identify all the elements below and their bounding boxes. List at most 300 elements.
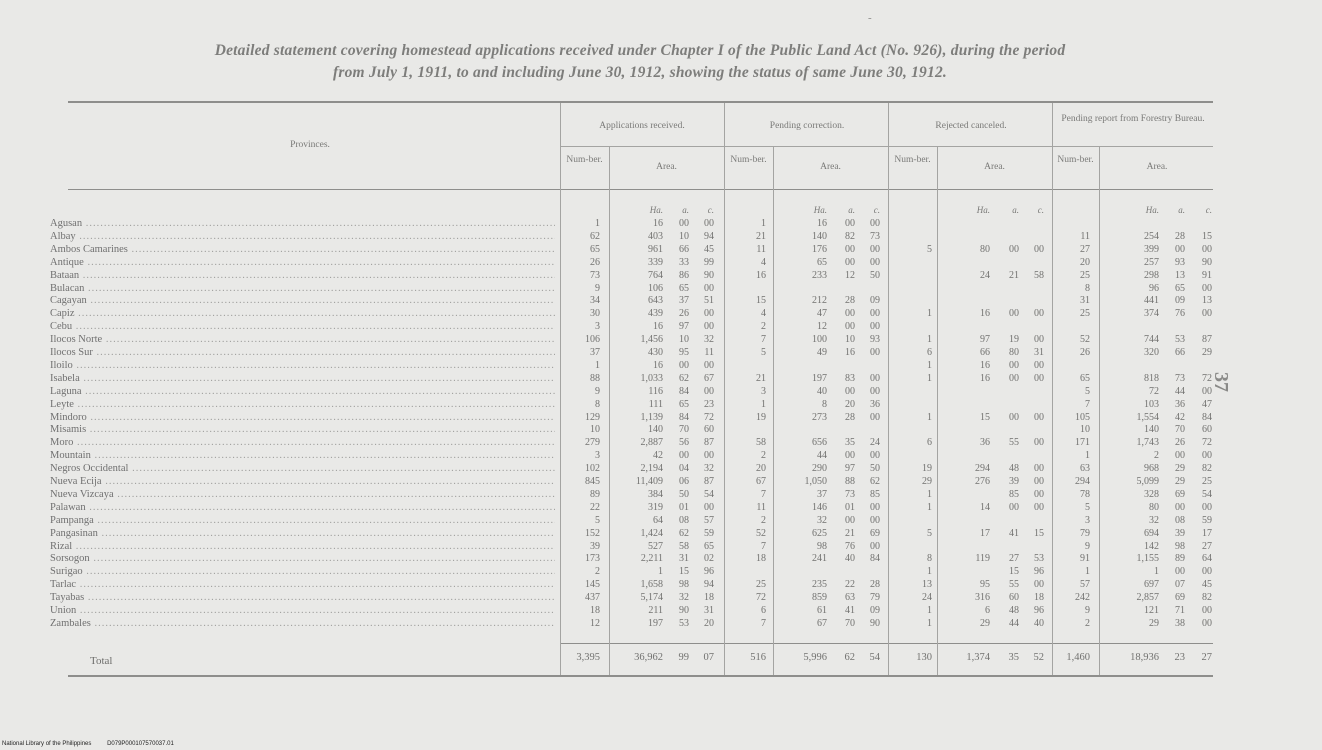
province-name: Albay ..... [50, 231, 555, 243]
table-cell: 00 [870, 385, 880, 397]
table-cell: 84 [1202, 411, 1212, 423]
table-cell: 968 [1144, 463, 1159, 475]
table-cell: 21 [1009, 269, 1019, 281]
table-cell: 16 [980, 359, 990, 371]
table-cell: 1 [927, 617, 932, 629]
column-divider [888, 103, 889, 675]
area-header: Area. [820, 162, 841, 172]
table-cell: 73 [845, 488, 855, 500]
table-cell: 100 [812, 334, 827, 346]
table-cell: 23 [704, 398, 714, 410]
table-cell: 67 [817, 617, 827, 629]
table-cell: 31 [704, 605, 714, 616]
footer-library: National Library of the Philippines [2, 741, 92, 747]
table-cell: 10 [845, 334, 855, 346]
table-cell: 50 [870, 463, 880, 475]
table-cell: 235 [812, 579, 827, 591]
table-cell: 56 [679, 437, 689, 449]
table-cell: 859 [812, 592, 827, 604]
province-name: Isabela ..... [50, 373, 555, 385]
table-cell: 16 [980, 308, 990, 320]
table-cell: 02 [704, 553, 714, 565]
total-cell: 130 [916, 652, 932, 663]
total-cell: 3,395 [576, 652, 600, 663]
table-cell: 29 [1202, 347, 1212, 358]
table-cell: 129 [585, 411, 600, 423]
table-cell: 441 [1144, 295, 1159, 307]
table-cell: 2 [761, 450, 766, 462]
province-name: Ambos Camarines ..... [50, 244, 555, 256]
table-cell: 328 [1144, 488, 1159, 500]
province-name: Cagayan ..... [50, 295, 555, 307]
table-cell: 5 [595, 514, 600, 526]
table-cell: 18 [590, 605, 600, 616]
table-cell: 233 [812, 269, 827, 281]
table-cell: 06 [679, 476, 689, 487]
table-cell: 176 [812, 243, 827, 255]
table-cell: 8 [595, 398, 600, 410]
total-cell: 1,460 [1066, 652, 1090, 663]
footer-code: D079P000107570037.01 [107, 741, 174, 747]
table-cell: 00 [1175, 566, 1185, 578]
table-cell: 00 [704, 218, 714, 229]
table-cell: 57 [1080, 579, 1090, 591]
table-cell: 106 [648, 282, 663, 294]
table-cell: 00 [1175, 450, 1185, 462]
table-cell: 00 [845, 256, 855, 268]
table-cell: 07 [1175, 579, 1185, 591]
table-cell: 2,857 [1136, 592, 1159, 604]
table-cell: 10 [679, 230, 689, 242]
table-cell: 1 [927, 566, 932, 578]
title-line-2: from July 1, 1911, to and including June 30, 1912, showing the status of same June 30, 1912. [333, 64, 947, 81]
table-cell: 00 [870, 243, 880, 255]
number-area-divider [937, 147, 938, 675]
group-header-applications: Applications received. [599, 121, 685, 131]
table-cell: 1 [927, 372, 932, 384]
unit-centiares: c. [707, 205, 714, 215]
table-cell: 29 [980, 617, 990, 629]
table-cell: 00 [1034, 463, 1044, 475]
table-cell: 73 [590, 269, 600, 281]
table-cell: 1 [1154, 566, 1159, 578]
unit-ares: a. [1012, 205, 1019, 215]
table-cell: 17 [980, 527, 990, 539]
province-name: Sorsogon ..... [50, 553, 555, 565]
table-cell: 27 [1202, 540, 1212, 552]
table-cell: 142 [1144, 540, 1159, 552]
table-cell: 276 [975, 476, 990, 487]
table-cell: 1 [1085, 566, 1090, 578]
table-cell: 62 [870, 476, 880, 487]
table-cell: 36 [870, 398, 880, 410]
table-cell: 37 [679, 295, 689, 307]
table-cell: 1 [595, 218, 600, 229]
table-cell: 27 [1009, 553, 1019, 565]
table-cell: 29 [1149, 617, 1159, 629]
table-cell: 439 [648, 308, 663, 320]
table-cell: 51 [704, 295, 714, 307]
unit-hectares: Ha. [1145, 205, 1159, 215]
table-cell: 3 [595, 321, 600, 333]
table-cell: 1 [927, 488, 932, 500]
table-cell: 00 [870, 450, 880, 462]
table-cell: 4 [761, 256, 766, 268]
total-top-rule [560, 643, 1213, 644]
table-cell: 30 [590, 308, 600, 320]
table-cell: 242 [1075, 592, 1090, 604]
total-cell: 23 [1174, 652, 1185, 663]
table-cell: 1,155 [1136, 553, 1159, 565]
total-cell: 36,962 [634, 652, 663, 663]
table-cell: 00 [1034, 372, 1044, 384]
table-cell: 80 [980, 243, 990, 255]
table-cell: 00 [679, 450, 689, 462]
table-cell: 96 [704, 566, 714, 578]
table-cell: 15 [980, 411, 990, 423]
table-cell: 25 [1202, 476, 1212, 487]
table-cell: 102 [585, 463, 600, 475]
province-name: Moro ..... [50, 437, 555, 449]
table-cell: 47 [817, 308, 827, 320]
table-cell: 44 [1009, 617, 1019, 629]
table-cell: 97 [980, 334, 990, 346]
total-cell: 54 [869, 652, 880, 663]
table-cell: 1,033 [640, 372, 663, 384]
table-cell: 00 [1009, 501, 1019, 513]
table-cell: 90 [679, 605, 689, 616]
table-cell: 93 [870, 334, 880, 346]
table-cell: 45 [704, 243, 714, 255]
province-name: Rizal ..... [50, 541, 555, 553]
table-cell: 00 [845, 243, 855, 255]
number-area-divider [773, 147, 774, 675]
table-cell: 212 [812, 295, 827, 307]
total-cell: 62 [844, 652, 855, 663]
table-cell: 00 [1202, 308, 1212, 320]
group-header-rejected: Rejected canceled. [935, 121, 1007, 131]
table-cell: 00 [1034, 359, 1044, 371]
table-cell: 69 [870, 527, 880, 539]
table-cell: 42 [653, 450, 663, 462]
table-cell: 53 [679, 617, 689, 629]
table-cell: 47 [1202, 398, 1212, 410]
title-line-1: Detailed statement covering homestead applications received under Chapter I of the Public Land Act (No. 926), during the period [214, 42, 1066, 59]
table-cell: 35 [845, 437, 855, 449]
table-cell: 13 [1202, 295, 1212, 307]
table-cell: 643 [648, 295, 663, 307]
total-cell: 27 [1201, 652, 1212, 663]
table-cell: 140 [648, 424, 663, 436]
table-cell: 86 [679, 269, 689, 281]
table-cell: 2,194 [640, 463, 663, 475]
table-cell: 96 [1034, 566, 1044, 578]
table-cell: 2,887 [640, 437, 663, 449]
table-cell: 53 [1175, 334, 1185, 346]
table-cell: 28 [870, 579, 880, 591]
page-title [30, 40, 1250, 84]
table-cell: 00 [1009, 359, 1019, 371]
province-name: Misamis ..... [50, 424, 555, 436]
table-cell: 84 [679, 385, 689, 397]
table-cell: 40 [817, 385, 827, 397]
table-cell: 5,174 [640, 592, 663, 604]
table-cell: 28 [845, 411, 855, 423]
table-cell: 241 [812, 553, 827, 565]
table-cell: 00 [704, 321, 714, 333]
table-cell: 01 [845, 501, 855, 513]
table-cell: 2,211 [640, 553, 663, 565]
table-cell: 1 [761, 398, 766, 410]
total-cell: 5,996 [803, 652, 827, 663]
table-cell: 00 [1034, 411, 1044, 423]
table-cell: 54 [704, 488, 714, 500]
table-cell: 00 [704, 359, 714, 371]
table-cell: 39 [1009, 476, 1019, 487]
table-cell: 5 [1085, 385, 1090, 397]
table-cell: 48 [1009, 605, 1019, 616]
table-cell: 91 [1202, 269, 1212, 281]
table-cell: 00 [1009, 372, 1019, 384]
table-cell: 00 [1202, 243, 1212, 255]
table-cell: 29 [922, 476, 932, 487]
table-cell: 44 [817, 450, 827, 462]
table-cell: 00 [1034, 476, 1044, 487]
table-cell: 1 [927, 334, 932, 346]
table-cell: 00 [704, 282, 714, 294]
province-name: Mountain ..... [50, 450, 555, 462]
table-cell: 73 [870, 230, 880, 242]
table-cell: 697 [1144, 579, 1159, 591]
table-cell: 84 [870, 553, 880, 565]
table-cell: 6 [985, 605, 990, 616]
table-cell: 1,424 [640, 527, 663, 539]
table-cell: 41 [1009, 527, 1019, 539]
table-cell: 79 [1080, 527, 1090, 539]
table-cell: 00 [1202, 450, 1212, 462]
table-cell: 15 [679, 566, 689, 578]
table-cell: 00 [1202, 282, 1212, 294]
table-cell: 00 [1034, 437, 1044, 449]
table-cell: 55 [1009, 437, 1019, 449]
table-cell: 63 [845, 592, 855, 604]
table-cell: 2 [761, 514, 766, 526]
table-cell: 37 [590, 347, 600, 358]
table-cell: 16 [756, 269, 766, 281]
table-cell: 5 [761, 347, 766, 358]
province-name: Ilocos Sur ..... [50, 347, 555, 359]
table-cell: 16 [653, 218, 663, 229]
table-cell: 25 [756, 579, 766, 591]
table-cell: 15 [1009, 566, 1019, 578]
table-cell: 6 [927, 347, 932, 358]
table-cell: 11 [704, 347, 714, 358]
table-cell: 70 [679, 424, 689, 436]
table-cell: 82 [1202, 592, 1212, 604]
table-cell: 69 [1175, 592, 1185, 604]
table-cell: 29 [1175, 463, 1185, 475]
table-cell: 17 [1202, 527, 1212, 539]
table-cell: 12 [817, 321, 827, 333]
table-cell: 25 [1080, 269, 1090, 281]
province-name: Leyte ..... [50, 399, 555, 411]
table-cell: 00 [870, 411, 880, 423]
table-cell: 60 [704, 424, 714, 436]
table-cell: 19 [922, 463, 932, 475]
table-cell: 13 [922, 579, 932, 591]
table-cell: 145 [585, 579, 600, 591]
table-cell: 79 [870, 592, 880, 604]
table-cell: 00 [704, 501, 714, 513]
number-header: Num-ber. [566, 155, 603, 165]
table-cell: 64 [1202, 553, 1212, 565]
table-cell: 197 [812, 372, 827, 384]
table-cell: 2 [1154, 450, 1159, 462]
table-cell: 33 [679, 256, 689, 268]
table-cell: 5,099 [1136, 476, 1159, 487]
table-cell: 65 [817, 256, 827, 268]
table-cell: 83 [845, 372, 855, 384]
table-cell: 00 [704, 308, 714, 320]
table-cell: 37 [817, 488, 827, 500]
table-cell: 78 [1080, 488, 1090, 500]
table-top-rule [68, 101, 1213, 103]
table-cell: 22 [845, 579, 855, 591]
table-cell: 10 [590, 424, 600, 436]
table-cell: 00 [1034, 579, 1044, 591]
table-cell: 00 [1034, 334, 1044, 346]
table-cell: 2 [1085, 617, 1090, 629]
table-cell: 26 [1080, 347, 1090, 358]
table-cell: 3 [761, 385, 766, 397]
province-name: Negros Occidental ..... [50, 463, 555, 475]
table-cell: 1 [927, 411, 932, 423]
table-cell: 290 [812, 463, 827, 475]
table-cell: 09 [870, 605, 880, 616]
table-cell: 00 [845, 321, 855, 333]
table-cell: 316 [975, 592, 990, 604]
table-cell: 28 [845, 295, 855, 307]
table-cell: 96 [1149, 282, 1159, 294]
total-label: Total ..... [90, 655, 555, 665]
province-name: Tayabas ..... [50, 592, 555, 604]
table-cell: 54 [1202, 488, 1212, 500]
total-cell: 52 [1033, 652, 1044, 663]
area-header: Area. [984, 162, 1005, 172]
table-cell: 00 [845, 385, 855, 397]
province-name: Agusan ..... [50, 218, 555, 230]
table-cell: 00 [870, 347, 880, 358]
total-cell: 35 [1008, 652, 1019, 663]
table-cell: 527 [648, 540, 663, 552]
table-cell: 85 [870, 488, 880, 500]
table-cell: 66 [980, 347, 990, 358]
group-header-rule [560, 146, 1213, 147]
table-cell: 00 [870, 256, 880, 268]
total-cell: 99 [678, 652, 689, 663]
table-cell: 60 [1202, 424, 1212, 436]
table-cell: 00 [870, 218, 880, 229]
table-cell: 1 [927, 308, 932, 320]
table-cell: 24 [922, 592, 932, 604]
table-cell: 71 [1175, 605, 1185, 616]
table-cell: 1 [927, 501, 932, 513]
table-cell: 152 [585, 527, 600, 539]
province-name: Cebu ..... [50, 321, 555, 333]
header-bottom-rule [68, 189, 1213, 190]
table-cell: 146 [812, 501, 827, 513]
table-cell: 50 [870, 269, 880, 281]
table-cell: 99 [704, 256, 714, 268]
table-cell: 40 [845, 553, 855, 565]
table-cell: 95 [980, 579, 990, 591]
table-cell: 65 [1175, 282, 1185, 294]
table-cell: 140 [1144, 424, 1159, 436]
table-cell: 279 [585, 437, 600, 449]
table-cell: 65 [679, 282, 689, 294]
table-cell: 72 [756, 592, 766, 604]
table-cell: 19 [756, 411, 766, 423]
table-cell: 60 [1009, 592, 1019, 604]
number-area-divider [609, 147, 610, 675]
table-cell: 430 [648, 347, 663, 358]
table-cell: 694 [1144, 527, 1159, 539]
table-cell: 85 [1009, 488, 1019, 500]
number-header: Num-ber. [1057, 155, 1094, 165]
table-cell: 00 [870, 372, 880, 384]
table-cell: 257 [1144, 256, 1159, 268]
table-cell: 625 [812, 527, 827, 539]
table-cell: 31 [1080, 295, 1090, 307]
table-cell: 08 [679, 514, 689, 526]
provinces-header: Provinces. [290, 140, 330, 150]
table-cell: 12 [845, 269, 855, 281]
province-name: Bataan ..... [50, 270, 555, 282]
table-cell: 11 [756, 243, 766, 255]
province-name: Mindoro ..... [50, 412, 555, 424]
table-cell: 437 [585, 592, 600, 604]
table-cell: 5 [927, 243, 932, 255]
table-cell: 70 [1175, 424, 1185, 436]
table-cell: 58 [756, 437, 766, 449]
table-cell: 15 [1202, 230, 1212, 242]
table-cell: 72 [704, 411, 714, 423]
table-cell: 69 [1175, 488, 1185, 500]
table-cell: 00 [845, 308, 855, 320]
table-cell: 961 [648, 243, 663, 255]
table-cell: 3 [1085, 514, 1090, 526]
table-cell: 26 [590, 256, 600, 268]
table-cell: 00 [1034, 488, 1044, 500]
total-cell: 18,936 [1130, 652, 1159, 663]
table-cell: 3 [595, 450, 600, 462]
table-cell: 339 [648, 256, 663, 268]
table-cell: 105 [1075, 411, 1090, 423]
province-name: Antique ..... [50, 257, 555, 269]
table-cell: 90 [1202, 256, 1212, 268]
table-cell: 97 [845, 463, 855, 475]
table-cell: 72 [1202, 437, 1212, 449]
table-cell: 8 [927, 553, 932, 565]
table-cell: 12 [590, 617, 600, 629]
table-cell: 00 [870, 308, 880, 320]
table-cell: 374 [1144, 308, 1159, 320]
province-name: Palawan ..... [50, 502, 555, 514]
page-number: 37 [1210, 372, 1232, 392]
table-cell: 32 [679, 592, 689, 604]
table-cell: 01 [679, 501, 689, 513]
table-cell: 9 [595, 282, 600, 294]
